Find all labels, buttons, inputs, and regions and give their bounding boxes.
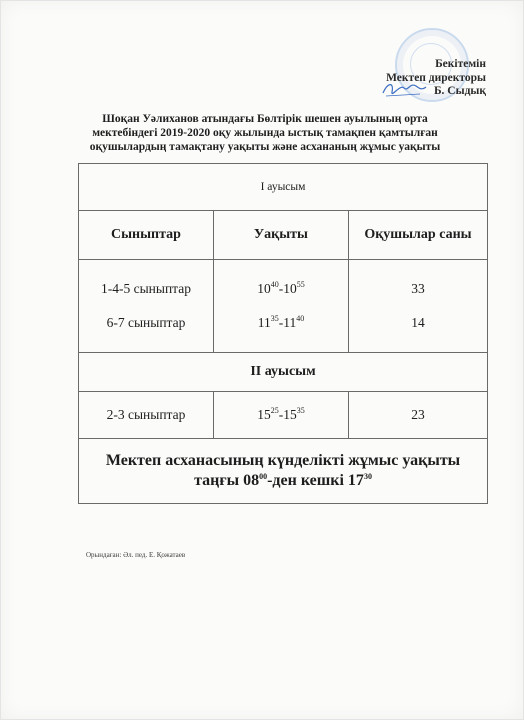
time-cell <box>213 260 348 353</box>
classes-value: 1-4-5 сыныптар <box>100 281 191 296</box>
classes-value: 2-3 сыныптар <box>79 392 214 439</box>
time-value: $11^{35}-11^{40}$ <box>257 314 305 330</box>
canteen-hours-row <box>79 439 488 504</box>
title-line-1: Шоқан Уәлиханов атындағы Бөлтірік шешен ауылының орта <box>102 113 428 125</box>
approval-block <box>356 58 486 99</box>
count-value: 33 <box>411 281 425 296</box>
count-cell <box>348 260 487 353</box>
header-classes: Сыныптар <box>79 211 214 260</box>
approval-heading: Бекітемін <box>435 58 486 70</box>
shift-1-data-row <box>79 260 488 353</box>
canteen-hours <box>79 439 488 504</box>
count-value: 14 <box>411 315 425 330</box>
document-title <box>60 112 470 154</box>
schedule-table <box>78 163 488 504</box>
performer-note: Орындаған: Әл. пед. Е. Қожатаев <box>86 551 186 559</box>
header-time: Уақыты <box>213 211 348 260</box>
shift-2-label: II ауысым <box>79 353 488 392</box>
classes-value: 6-7 сыныптар <box>106 315 186 330</box>
time-value: $15^{25}-15^{35}$ <box>213 392 348 439</box>
shift-2-row <box>79 353 488 392</box>
title-line-2: мектебіндегі 2019-2020 оқу жылында ыстық тамақпен қамтылған <box>92 127 438 139</box>
time-value: $10^{40}-10^{55}$ <box>257 280 305 296</box>
shift-1-label: I ауысым <box>79 164 488 211</box>
approval-position: Мектеп директоры <box>386 71 486 84</box>
count-value: 23 <box>348 392 487 439</box>
header-row <box>79 211 488 260</box>
classes-cell <box>79 260 214 353</box>
shift-1-row <box>79 164 488 211</box>
approval-name: Б. Сыдық <box>433 85 486 97</box>
canteen-hours-line-1: Мектеп асханасының күнделікті жұмыс уақыты <box>105 452 461 469</box>
canteen-hours-line-2: таңғы $08^{00}$-ден кешкі $17^{30}$ <box>194 472 372 489</box>
shift-2-data-row <box>79 392 488 439</box>
header-count: Оқушылар саны <box>348 211 487 260</box>
title-line-3: оқушылардың тамақтану уақыты және асхананың жұмыс уақыты <box>89 141 441 153</box>
